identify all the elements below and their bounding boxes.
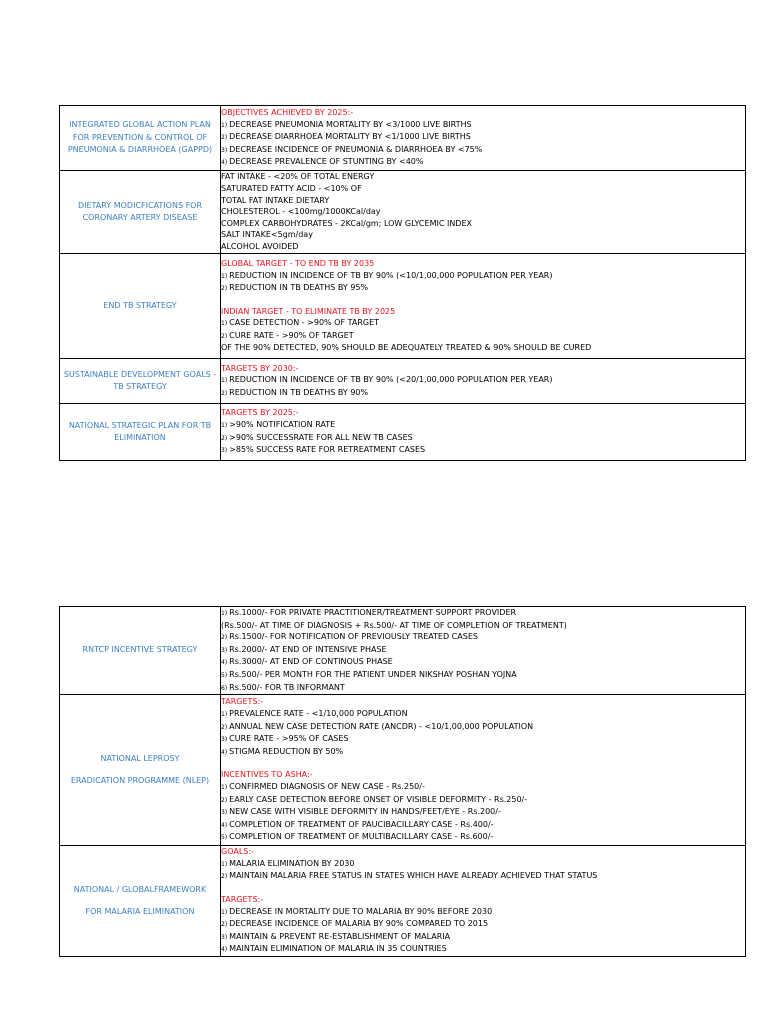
table-row [60, 106, 746, 171]
table-row [60, 254, 746, 359]
list-item [221, 432, 745, 445]
list-item [221, 721, 745, 734]
item-number: 1) [221, 377, 228, 385]
program-name: END TB STRATEGY [103, 300, 177, 310]
spacer [221, 758, 745, 769]
section-heading [221, 696, 745, 708]
item-text: COMPLEX CARBOHYDRATES - 2KCal/gm; LOW GLYCEMIC INDEX [221, 218, 472, 228]
item-text: >85% SUCCESS RATE FOR RETREATMENT CASES [229, 445, 426, 455]
list-item [221, 870, 745, 883]
item-number: 3) [221, 736, 228, 744]
program-name-cell [60, 106, 221, 171]
list-item [221, 806, 745, 819]
item-number: 2) [221, 134, 228, 142]
item-number: 2) [221, 332, 228, 340]
item-text: Rs.3000/- AT END OF CONTINOUS PHASE [229, 657, 393, 667]
program-name-cell [60, 404, 221, 461]
program-name-cell [60, 695, 221, 846]
item-text: CONFIRMED DIAGNOSIS OF NEW CASE - Rs.250/- [229, 781, 425, 791]
item-text: PREVALENCE RATE - <1/10,000 POPULATION [229, 708, 408, 718]
item-text: INDIAN TARGET - TO ELIMINATE TB BY 2025 [221, 306, 396, 316]
program-name-cell [60, 359, 221, 404]
item-number: 3) [221, 933, 228, 941]
targets-cell [221, 359, 746, 404]
program-name-cell [60, 171, 221, 254]
item-number: 2) [221, 723, 228, 731]
list-item [221, 241, 745, 253]
list-item [221, 669, 745, 682]
list-item [221, 270, 745, 283]
list-item [221, 444, 745, 457]
list-item [221, 342, 745, 354]
list-item [221, 708, 745, 721]
item-text: TARGETS:- [221, 894, 264, 904]
item-text: REDUCTION IN INCIDENCE OF TB BY 90% (<10/1,00,000 POPULATION PER YEAR) [229, 270, 553, 280]
list-item [221, 171, 745, 183]
item-number: 4) [221, 946, 228, 954]
program-name: RNTCP INCENTIVE STRATEGY [82, 645, 198, 655]
item-text: SATURATED FATTY ACID - <10% OF [221, 184, 362, 194]
list-item [221, 330, 745, 343]
item-text: REDUCTION IN TB DEATHS BY 90% [229, 387, 369, 397]
item-text: Rs.500/- PER MONTH FOR THE PATIENT UNDER NIKSHAY POSHAN YOJNA [229, 669, 517, 679]
item-text: ANNUAL NEW CASE DETECTION RATE (ANCDR) - <10/1,00,000 POPULATION [229, 721, 534, 731]
table-row [60, 607, 746, 695]
program-name: FOR MALARIA ELIMINATION [85, 907, 195, 917]
list-item [221, 607, 745, 620]
program-name: SUSTAINABLE DEVELOPMENT GOALS - TB STRATEGY [63, 369, 217, 391]
item-number: 3) [221, 146, 228, 154]
item-number: 1) [221, 908, 228, 916]
item-text: CURE RATE - >90% OF TARGET [229, 330, 354, 340]
list-item [221, 918, 745, 931]
item-text: MALARIA ELIMINATION BY 2030 [229, 858, 355, 868]
program-name: DIETARY MODICFICATIONS FOR CORONARY ARTERY DISEASE [77, 200, 203, 222]
item-text: >90% SUCCESSRATE FOR ALL NEW TB CASES [229, 432, 413, 442]
targets-table-2 [59, 606, 746, 957]
item-text: DECREASE PNEUMONIA MORTALITY BY <3/1000 LIVE BIRTHS [229, 119, 472, 129]
table-body [60, 106, 746, 461]
targets-cell [221, 254, 746, 359]
list-item [221, 195, 745, 207]
item-number: 4) [221, 821, 228, 829]
list-item [221, 682, 745, 695]
section-heading [221, 894, 745, 906]
item-text: NEW CASE WITH VISIBLE DEFORMITY IN HANDS/FEET/EYE - Rs.200/- [229, 807, 501, 817]
item-number: 2) [221, 921, 228, 929]
list-item [221, 620, 745, 632]
item-text: Rs.1500/- FOR NOTIFICATION OF PREVIOUSLY TREATED CASES [229, 632, 478, 642]
item-number: 2) [221, 634, 228, 642]
item-text: TOTAL FAT INTAKE DIETARY [221, 195, 330, 205]
item-text: CURE RATE - >95% OF CASES [229, 734, 349, 744]
table-row [60, 359, 746, 404]
list-item [221, 144, 745, 157]
item-text: MAINTAIN ELIMINATION OF MALARIA IN 35 COUNTRIES [229, 944, 447, 954]
list-item [221, 156, 745, 169]
section-heading [221, 407, 745, 419]
item-number: 2) [221, 389, 228, 397]
list-item [221, 229, 745, 241]
targets-table-1 [59, 105, 746, 461]
section-heading [221, 846, 745, 858]
list-item [221, 794, 745, 807]
list-item [221, 931, 745, 944]
table-row [60, 404, 746, 461]
item-number: 4) [221, 748, 228, 756]
list-item [221, 943, 745, 956]
list-item [221, 206, 745, 218]
item-number: 3) [221, 646, 228, 654]
item-number: 3) [221, 447, 228, 455]
list-item [221, 819, 745, 832]
targets-cell [221, 607, 746, 695]
item-text: ALCOHOL AVOIDED [221, 241, 299, 251]
item-text: Rs.1000/- FOR PRIVATE PRACTITIONER/TREATMENT SUPPORT PROVIDER [229, 608, 517, 617]
item-number: 2) [221, 434, 228, 442]
item-text: GOALS:- [221, 847, 254, 857]
item-number: 1) [221, 783, 228, 791]
list-item [221, 282, 745, 295]
item-number: 1) [221, 610, 228, 617]
item-number: 2) [221, 796, 228, 804]
list-item [221, 419, 745, 432]
list-item [221, 374, 745, 387]
item-text: TARGETS BY 2025:- [221, 408, 299, 418]
section-heading [221, 363, 745, 375]
program-name: ERADICATION PROGRAMME (NLEP) [70, 776, 210, 786]
item-text: REDUCTION IN TB DEATHS BY 95% [229, 283, 369, 293]
item-text: COMPLETION OF TREATMENT OF PAUCIBACILLARY CASE - Rs.400/- [229, 819, 494, 829]
program-name: NATIONAL / GLOBALFRAMEWORK [73, 884, 207, 894]
list-item [221, 317, 745, 330]
item-text: Rs.500/- FOR TB INFORMANT [229, 682, 345, 692]
program-name-cell [60, 846, 221, 957]
table-row [60, 846, 746, 957]
list-item [221, 858, 745, 871]
item-text: DECREASE PREVALENCE OF STUNTING BY <40% [229, 157, 424, 167]
program-name: NATIONAL LEPROSY [100, 753, 180, 763]
item-text: (Rs.500/- AT TIME OF DIAGNOSIS + Rs.500/- AT TIME OF COMPLETION OF TREATMENT) [221, 620, 567, 630]
list-item [221, 906, 745, 919]
item-text: FAT INTAKE - <20% OF TOTAL ENERGY [221, 172, 375, 182]
item-text: CASE DETECTION - >90% OF TARGET [229, 318, 380, 328]
item-text: GLOBAL TARGET - TO END TB BY 2035 [221, 258, 375, 268]
program-name: NATIONAL STRATEGIC PLAN FOR TB ELIMINATION [68, 420, 212, 442]
item-text: MAINTAIN MALARIA FREE STATUS IN STATES WHICH HAVE ALREADY ACHIEVED THAT STATUS [229, 871, 598, 881]
item-text: TARGETS:- [221, 697, 264, 707]
item-text: INCENTIVES TO ASHA:- [221, 770, 313, 780]
item-text: EARLY CASE DETECTION BEFORE ONSET OF VISIBLE DEFORMITY - Rs.250/- [229, 794, 528, 804]
item-number: 1) [221, 320, 228, 328]
targets-cell [221, 404, 746, 461]
item-text: CHOLESTEROL - <100mg/1000KCal/day [221, 207, 381, 217]
list-item [221, 631, 745, 644]
item-text: STIGMA REDUCTION BY 50% [229, 746, 344, 756]
item-text: REDUCTION IN INCIDENCE OF TB BY 90% (<20/1,00,000 POPULATION PER YEAR) [229, 375, 553, 385]
item-text: OF THE 90% DETECTED, 90% SHOULD BE ADEQUATELY TREATED & 90% SHOULD BE CURED [221, 343, 592, 353]
item-number: 2) [221, 873, 228, 881]
list-item [221, 644, 745, 657]
item-text: TARGETS BY 2030:- [221, 363, 299, 373]
item-number: 5) [221, 834, 228, 842]
item-text: OBJECTIVES ACHIEVED BY 2025:- [221, 108, 354, 118]
list-item [221, 831, 745, 844]
table-row [60, 695, 746, 846]
item-text: MAINTAIN & PREVENT RE-ESTABLISHMENT OF MALARIA [229, 931, 451, 941]
list-item [221, 656, 745, 669]
item-text: COMPLETION OF TREATMENT OF MULTIBACILLARY CASE - Rs.600/- [229, 832, 494, 842]
program-name-cell [60, 607, 221, 695]
item-number: 1) [221, 272, 228, 280]
list-item [221, 131, 745, 144]
table-body [60, 607, 746, 957]
item-text: >90% NOTIFICATION RATE [229, 419, 336, 429]
item-number: 1) [221, 710, 228, 718]
item-text: Rs.2000/- AT END OF INTENSIVE PHASE [229, 644, 387, 654]
targets-cell [221, 695, 746, 846]
item-number: 6) [221, 684, 228, 692]
spacer [221, 295, 745, 306]
item-number: 5) [221, 671, 228, 679]
list-item [221, 119, 745, 132]
item-text: DECREASE INCIDENCE OF MALARIA BY 90% COMPARED TO 2015 [229, 919, 489, 929]
section-heading [221, 306, 745, 318]
section-heading [221, 107, 745, 119]
list-item [221, 746, 745, 759]
program-name-cell [60, 254, 221, 359]
item-text: DECREASE INCIDENCE OF PNEUMONIA & DIARRHOEA BY <75% [229, 144, 483, 154]
list-item [221, 387, 745, 400]
item-number: 1) [221, 421, 228, 429]
program-name: INTEGRATED GLOBAL ACTION PLAN FOR PREVENTION & CONTROL OF PNEUMONIA & DIARRHOEA (GAPPD) [67, 120, 213, 155]
item-text: DECREASE DIARRHOEA MORTALITY BY <1/1000 LIVE BIRTHS [229, 132, 471, 142]
item-number: 3) [221, 809, 228, 817]
list-item [221, 218, 745, 230]
item-number: 2) [221, 285, 228, 293]
list-item [221, 183, 745, 195]
list-item [221, 733, 745, 746]
item-text: DECREASE IN MORTALITY DUE TO MALARIA BY 90% BEFORE 2030 [229, 906, 493, 916]
item-number: 4) [221, 659, 228, 667]
targets-cell [221, 846, 746, 957]
item-number: 4) [221, 159, 228, 167]
item-number: 1) [221, 121, 228, 129]
table-row [60, 171, 746, 254]
spacer [221, 883, 745, 894]
section-heading [221, 769, 745, 781]
targets-cell [221, 106, 746, 171]
item-number: 1) [221, 860, 228, 868]
list-item [221, 781, 745, 794]
targets-cell [221, 171, 746, 254]
item-text: SALT INTAKE<5gm/day [221, 230, 313, 240]
section-heading [221, 258, 745, 270]
